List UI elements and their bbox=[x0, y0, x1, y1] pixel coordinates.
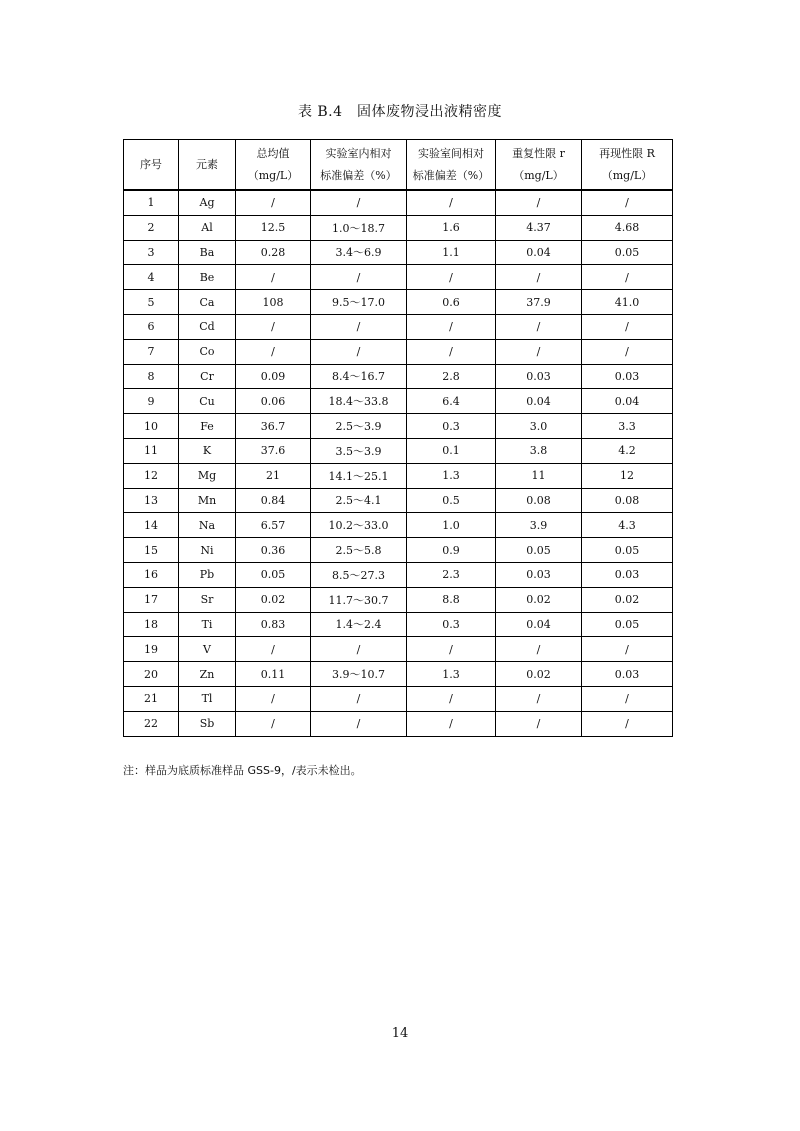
table-cell: 21 bbox=[236, 463, 311, 488]
header-cell: 实验室内相对 标准偏差（%） bbox=[311, 140, 407, 191]
table-cell: 2.8 bbox=[407, 364, 496, 389]
table-cell: / bbox=[236, 339, 311, 364]
table-cell: 1.6 bbox=[407, 215, 496, 240]
table-cell: 0.03 bbox=[496, 364, 582, 389]
table-cell: / bbox=[407, 314, 496, 339]
table-cell: 8.8 bbox=[407, 587, 496, 612]
table-cell: 4.2 bbox=[582, 438, 673, 463]
table-cell: 2.3 bbox=[407, 562, 496, 587]
table-cell: 12 bbox=[124, 463, 179, 488]
header-cell: 序号 bbox=[124, 140, 179, 191]
table-cell: 0.02 bbox=[582, 587, 673, 612]
table-cell: 9 bbox=[124, 389, 179, 414]
table-cell: 0.9 bbox=[407, 538, 496, 563]
table-cell: / bbox=[236, 190, 311, 215]
table-cell: 0.5 bbox=[407, 488, 496, 513]
table-cell: 108 bbox=[236, 290, 311, 315]
table-cell: 0.05 bbox=[236, 562, 311, 587]
table-cell: 8.5～27.3 bbox=[311, 562, 407, 587]
table-row bbox=[124, 711, 673, 736]
table-row bbox=[124, 438, 673, 463]
table-cell: 17 bbox=[124, 587, 179, 612]
table-cell: 0.36 bbox=[236, 538, 311, 563]
table-cell: Fe bbox=[179, 414, 236, 439]
table-row bbox=[124, 463, 673, 488]
table-cell: 0.06 bbox=[236, 389, 311, 414]
table-cell: / bbox=[407, 190, 496, 215]
table-cell: 2.5～4.1 bbox=[311, 488, 407, 513]
table-row bbox=[124, 414, 673, 439]
header-cell: 实验室间相对 标准偏差（%） bbox=[407, 140, 496, 191]
table-cell: 1.0～18.7 bbox=[311, 215, 407, 240]
table-cell: / bbox=[311, 339, 407, 364]
table-cell: 18 bbox=[124, 612, 179, 637]
table-cell: 3.9 bbox=[496, 513, 582, 538]
table-cell: 0.09 bbox=[236, 364, 311, 389]
table-cell: / bbox=[496, 339, 582, 364]
table-cell: 10.2～33.0 bbox=[311, 513, 407, 538]
table-cell: 1.4～2.4 bbox=[311, 612, 407, 637]
table-cell: 8.4～16.7 bbox=[311, 364, 407, 389]
table-row bbox=[124, 513, 673, 538]
table-cell: 13 bbox=[124, 488, 179, 513]
table-cell: 0.05 bbox=[582, 240, 673, 265]
table-cell: / bbox=[407, 637, 496, 662]
page-number: 14 bbox=[391, 1026, 409, 1041]
table-cell: / bbox=[236, 314, 311, 339]
header-cell: 总均值 （mg/L） bbox=[236, 140, 311, 191]
table-cell: / bbox=[582, 314, 673, 339]
table-row bbox=[124, 364, 673, 389]
table-cell: 0.05 bbox=[496, 538, 582, 563]
table-cell: / bbox=[407, 711, 496, 736]
table-cell: 0.6 bbox=[407, 290, 496, 315]
table-cell: 0.02 bbox=[496, 662, 582, 687]
table-cell: 0.08 bbox=[496, 488, 582, 513]
table-row bbox=[124, 612, 673, 637]
table-cell: 0.03 bbox=[496, 562, 582, 587]
table-cell: / bbox=[496, 711, 582, 736]
table-cell: 3.4～6.9 bbox=[311, 240, 407, 265]
table-cell: 3.8 bbox=[496, 438, 582, 463]
table-cell: 6.4 bbox=[407, 389, 496, 414]
table-cell: 10 bbox=[124, 414, 179, 439]
table-cell: 11 bbox=[496, 463, 582, 488]
table-cell: / bbox=[407, 265, 496, 290]
table-cell: 3.9～10.7 bbox=[311, 662, 407, 687]
table-cell: 18.4～33.8 bbox=[311, 389, 407, 414]
table-cell: 0.11 bbox=[236, 662, 311, 687]
table-cell: 1 bbox=[124, 190, 179, 215]
table-cell: / bbox=[582, 265, 673, 290]
table-cell: 3 bbox=[124, 240, 179, 265]
table-cell: 3.0 bbox=[496, 414, 582, 439]
table-cell: 1.3 bbox=[407, 662, 496, 687]
table-cell: 9.5～17.0 bbox=[311, 290, 407, 315]
table-cell: Ca bbox=[179, 290, 236, 315]
table-cell: / bbox=[236, 686, 311, 711]
table-cell: 20 bbox=[124, 662, 179, 687]
table-row bbox=[124, 662, 673, 687]
header-cell: 重复性限 r （mg/L） bbox=[496, 140, 582, 191]
table-row bbox=[124, 488, 673, 513]
table-cell: / bbox=[236, 711, 311, 736]
table-row bbox=[124, 314, 673, 339]
table-cell: 2 bbox=[124, 215, 179, 240]
table-cell: / bbox=[582, 190, 673, 215]
table-cell: Ti bbox=[179, 612, 236, 637]
table-cell: 0.03 bbox=[582, 562, 673, 587]
table-cell: 11.7～30.7 bbox=[311, 587, 407, 612]
table-cell: 0.84 bbox=[236, 488, 311, 513]
table-cell: / bbox=[496, 314, 582, 339]
table-cell: / bbox=[311, 711, 407, 736]
table-cell: Cu bbox=[179, 389, 236, 414]
table-cell: Sr bbox=[179, 587, 236, 612]
table-row bbox=[124, 215, 673, 240]
table-cell: 14 bbox=[124, 513, 179, 538]
table-cell: 0.02 bbox=[496, 587, 582, 612]
table-cell: 7 bbox=[124, 339, 179, 364]
table-row bbox=[124, 339, 673, 364]
table-cell: 0.05 bbox=[582, 612, 673, 637]
table-cell: 1.0 bbox=[407, 513, 496, 538]
table-cell: Cd bbox=[179, 314, 236, 339]
table-cell: 21 bbox=[124, 686, 179, 711]
table-cell: Cr bbox=[179, 364, 236, 389]
table-row bbox=[124, 562, 673, 587]
table-cell: 0.03 bbox=[582, 662, 673, 687]
table-cell: 5 bbox=[124, 290, 179, 315]
table-row bbox=[124, 265, 673, 290]
table-cell: / bbox=[582, 339, 673, 364]
header-cell: 再现性限 R （mg/L） bbox=[582, 140, 673, 191]
table-row bbox=[124, 637, 673, 662]
table-row bbox=[124, 190, 673, 215]
table-cell: 36.7 bbox=[236, 414, 311, 439]
table-cell: 1.1 bbox=[407, 240, 496, 265]
table-caption: 表 B.4 固体废物浸出液精密度 bbox=[297, 104, 503, 120]
table-cell: 0.05 bbox=[582, 538, 673, 563]
table-cell: Al bbox=[179, 215, 236, 240]
table-cell: 0.04 bbox=[496, 612, 582, 637]
table-cell: 0.3 bbox=[407, 612, 496, 637]
table-cell: / bbox=[407, 339, 496, 364]
table-row bbox=[124, 587, 673, 612]
table-cell: 16 bbox=[124, 562, 179, 587]
table-cell: 4.3 bbox=[582, 513, 673, 538]
table-cell: / bbox=[311, 265, 407, 290]
table-cell: 19 bbox=[124, 637, 179, 662]
table-cell: 14.1～25.1 bbox=[311, 463, 407, 488]
table-cell: Pb bbox=[179, 562, 236, 587]
table-cell: / bbox=[236, 637, 311, 662]
table-cell: Co bbox=[179, 339, 236, 364]
table-cell: 0.3 bbox=[407, 414, 496, 439]
table-cell: / bbox=[496, 190, 582, 215]
table-cell: 0.03 bbox=[582, 364, 673, 389]
table-cell: 0.04 bbox=[496, 240, 582, 265]
table-cell: 0.04 bbox=[496, 389, 582, 414]
header-cell: 元素 bbox=[179, 140, 236, 191]
table-cell: Ni bbox=[179, 538, 236, 563]
table-row bbox=[124, 240, 673, 265]
table-cell: / bbox=[582, 686, 673, 711]
precision-table bbox=[123, 139, 673, 737]
table-note: 注：样品为底质标准样品 GSS-9，/表示未检出。 bbox=[123, 764, 362, 777]
table-cell: 37.6 bbox=[236, 438, 311, 463]
table-cell: 4.68 bbox=[582, 215, 673, 240]
table-cell: 4 bbox=[124, 265, 179, 290]
table-cell: 1.3 bbox=[407, 463, 496, 488]
table-cell: / bbox=[582, 637, 673, 662]
table-cell: / bbox=[496, 686, 582, 711]
table-cell: 0.1 bbox=[407, 438, 496, 463]
table-cell: K bbox=[179, 438, 236, 463]
table-cell: / bbox=[582, 711, 673, 736]
table-cell: 2.5～5.8 bbox=[311, 538, 407, 563]
table-cell: 0.83 bbox=[236, 612, 311, 637]
table-cell: V bbox=[179, 637, 236, 662]
table-cell: Na bbox=[179, 513, 236, 538]
table-cell: 2.5～3.9 bbox=[311, 414, 407, 439]
table-cell: 12 bbox=[582, 463, 673, 488]
table-row bbox=[124, 389, 673, 414]
table-cell: 41.0 bbox=[582, 290, 673, 315]
table-cell: 22 bbox=[124, 711, 179, 736]
table-cell: 12.5 bbox=[236, 215, 311, 240]
table-cell: 0.08 bbox=[582, 488, 673, 513]
table-row bbox=[124, 538, 673, 563]
table-cell: / bbox=[407, 686, 496, 711]
table-cell: / bbox=[311, 637, 407, 662]
table-cell: 0.28 bbox=[236, 240, 311, 265]
table-cell: 37.9 bbox=[496, 290, 582, 315]
table-cell: Mn bbox=[179, 488, 236, 513]
table-cell: 3.5～3.9 bbox=[311, 438, 407, 463]
table-cell: / bbox=[496, 637, 582, 662]
table-cell: / bbox=[496, 265, 582, 290]
table-cell: Tl bbox=[179, 686, 236, 711]
table-cell: / bbox=[236, 265, 311, 290]
table-cell: Ag bbox=[179, 190, 236, 215]
table-row bbox=[124, 290, 673, 315]
table-cell: 3.3 bbox=[582, 414, 673, 439]
table-cell: Ba bbox=[179, 240, 236, 265]
table-cell: / bbox=[311, 190, 407, 215]
table-cell: / bbox=[311, 686, 407, 711]
table-cell: 8 bbox=[124, 364, 179, 389]
table-cell: 6 bbox=[124, 314, 179, 339]
table-cell: 0.02 bbox=[236, 587, 311, 612]
table-cell: / bbox=[311, 314, 407, 339]
table-cell: 11 bbox=[124, 438, 179, 463]
table-cell: 4.37 bbox=[496, 215, 582, 240]
table-cell: Zn bbox=[179, 662, 236, 687]
table-cell: Mg bbox=[179, 463, 236, 488]
table-header-row bbox=[124, 140, 673, 191]
table-cell: 6.57 bbox=[236, 513, 311, 538]
table-cell: 15 bbox=[124, 538, 179, 563]
table-cell: Be bbox=[179, 265, 236, 290]
table-cell: 0.04 bbox=[582, 389, 673, 414]
table-row bbox=[124, 686, 673, 711]
table-cell: Sb bbox=[179, 711, 236, 736]
